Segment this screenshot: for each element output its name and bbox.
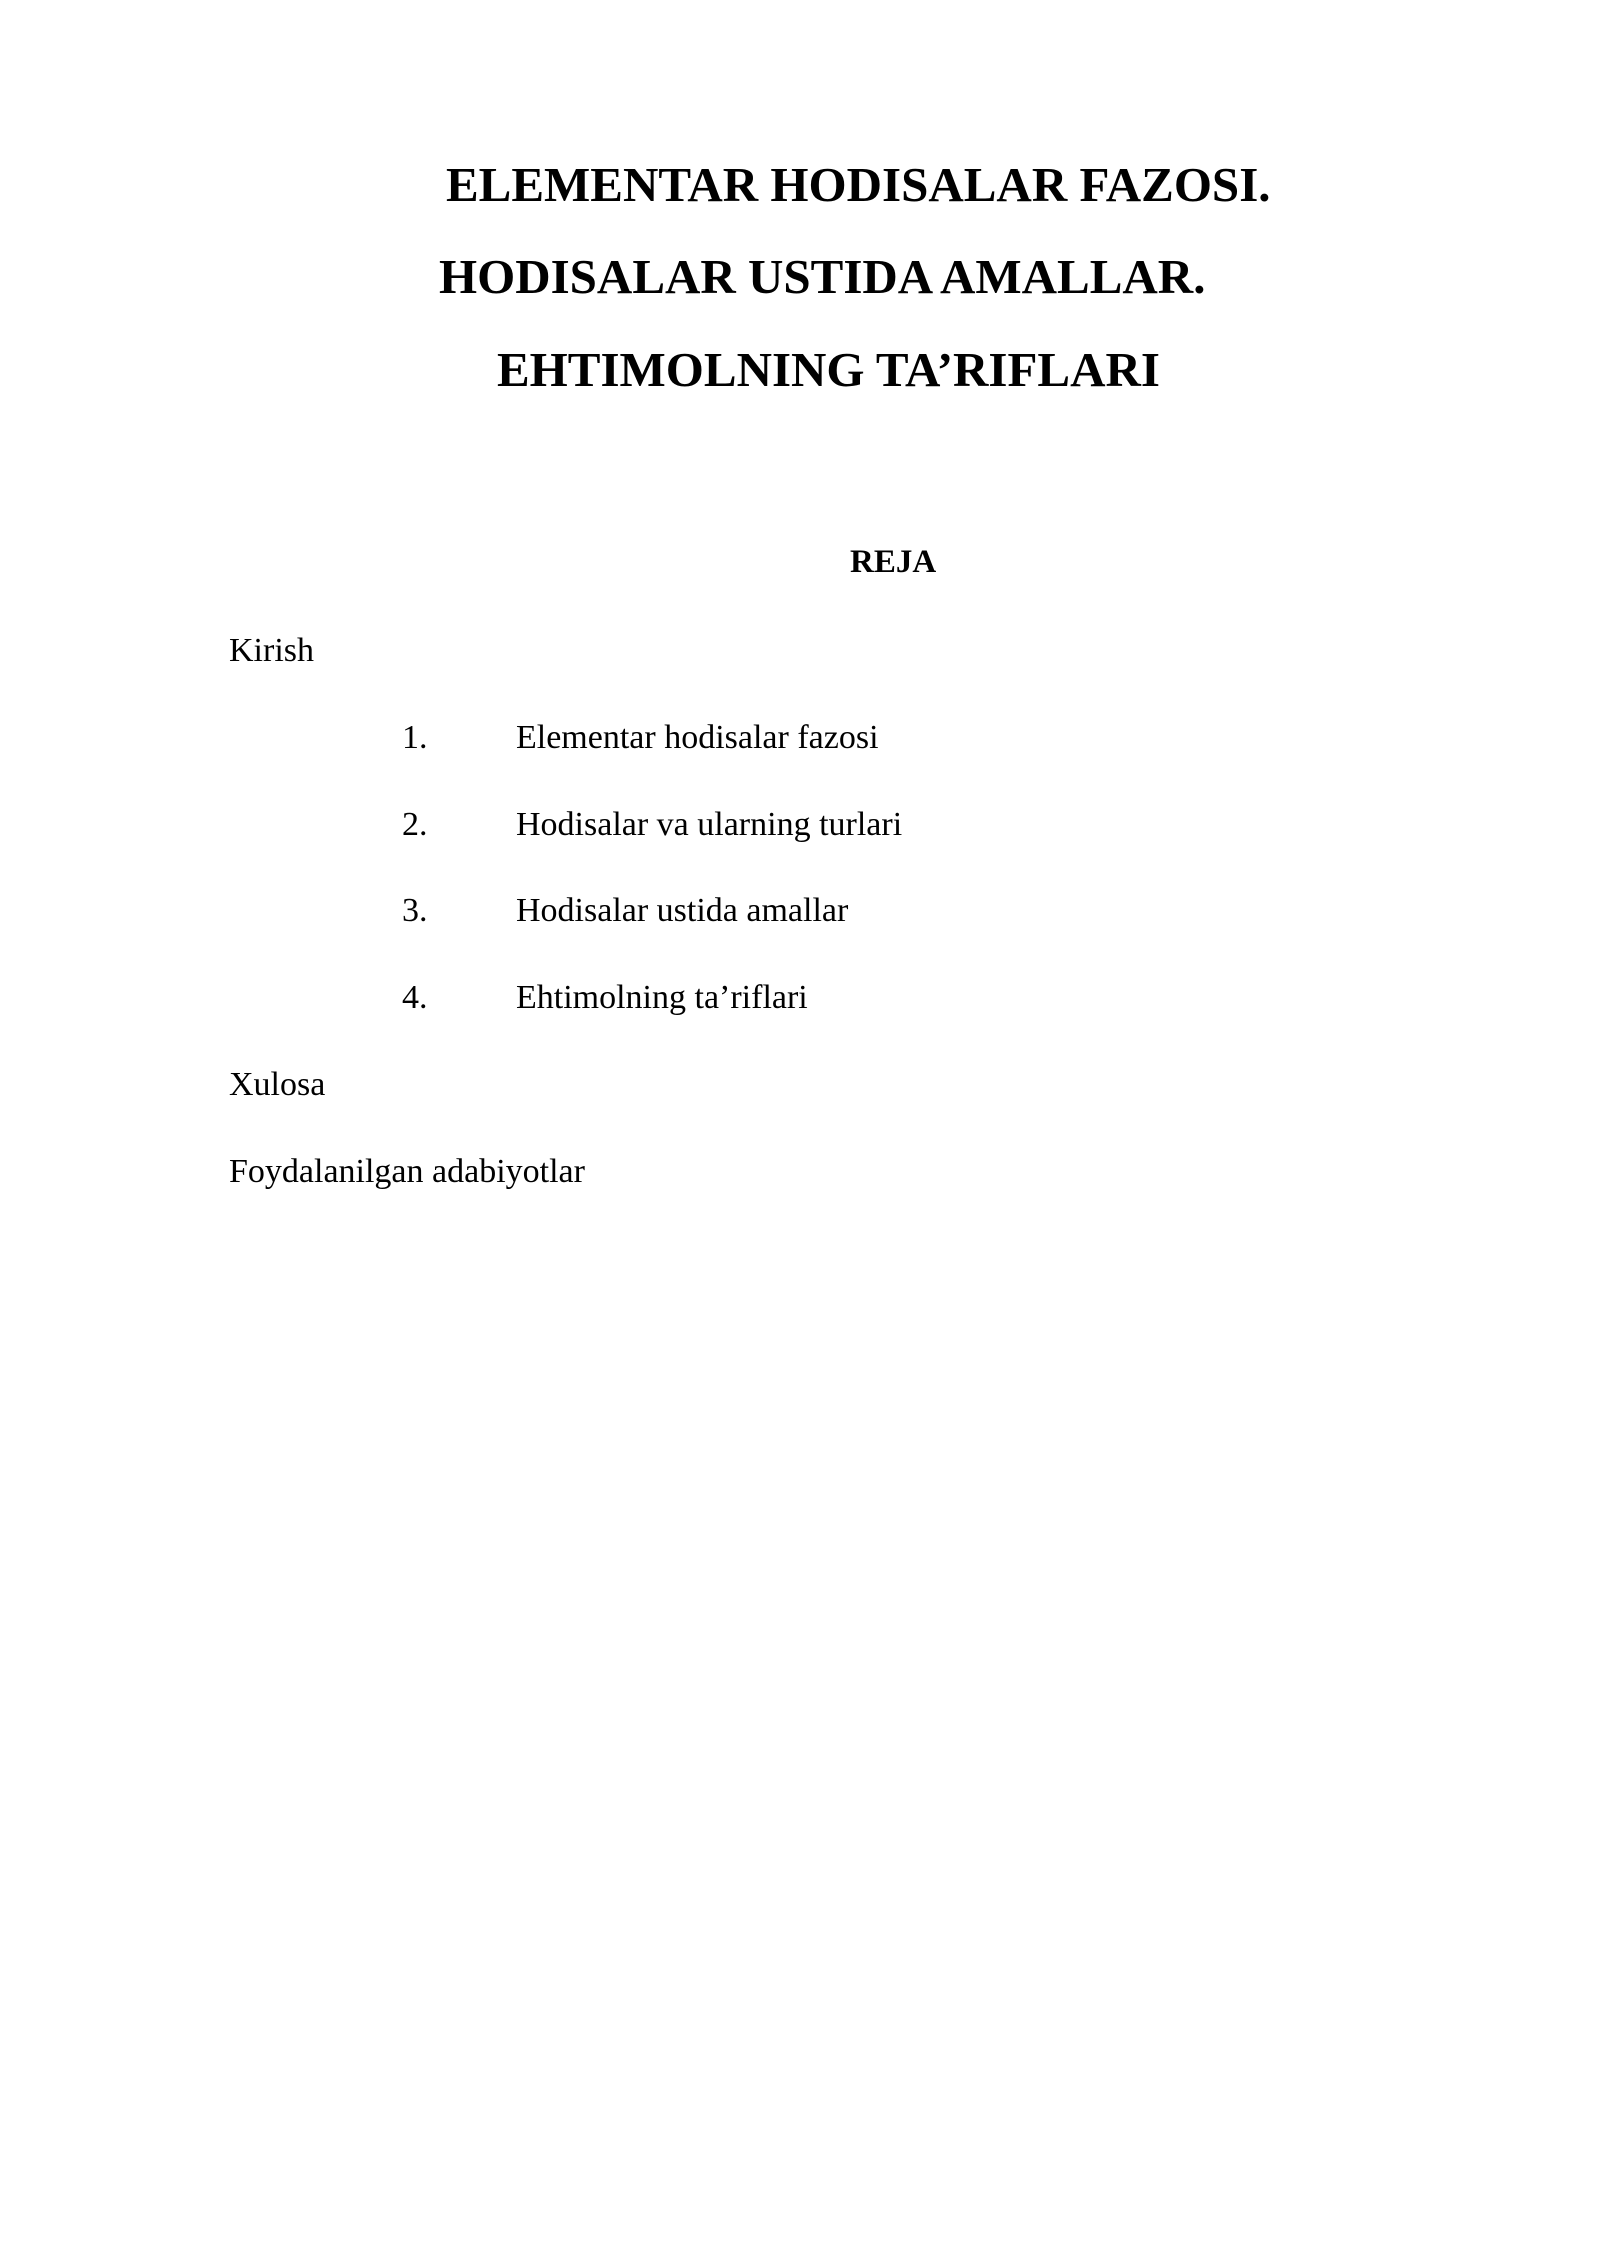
plan-item-number: 1. — [402, 719, 428, 756]
plan-item-number: 4. — [402, 979, 428, 1016]
plan-item-text: Ehtimolning ta’riflari — [516, 979, 808, 1016]
plan-conclusion: Xulosa — [229, 1066, 326, 1103]
plan-item-text: Elementar hodisalar fazosi — [516, 719, 879, 756]
plan-item-number: 3. — [402, 892, 428, 929]
title-line-2: HODISALAR USTIDA AMALLAR. — [439, 249, 1206, 304]
plan-item-number: 2. — [402, 806, 428, 843]
title-line-3: EHTIMOLNING TA’RIFLARI — [497, 342, 1160, 397]
plan-item-text: Hodisalar ustida amallar — [516, 892, 849, 929]
plan-intro: Kirish — [229, 632, 314, 669]
plan-heading: REJA — [850, 544, 937, 580]
title-line-1: ELEMENTAR HODISALAR FAZOSI. — [446, 157, 1271, 212]
plan-references: Foydalanilgan adabiyotlar — [229, 1153, 585, 1190]
plan-item-text: Hodisalar va ularning turlari — [516, 806, 903, 843]
